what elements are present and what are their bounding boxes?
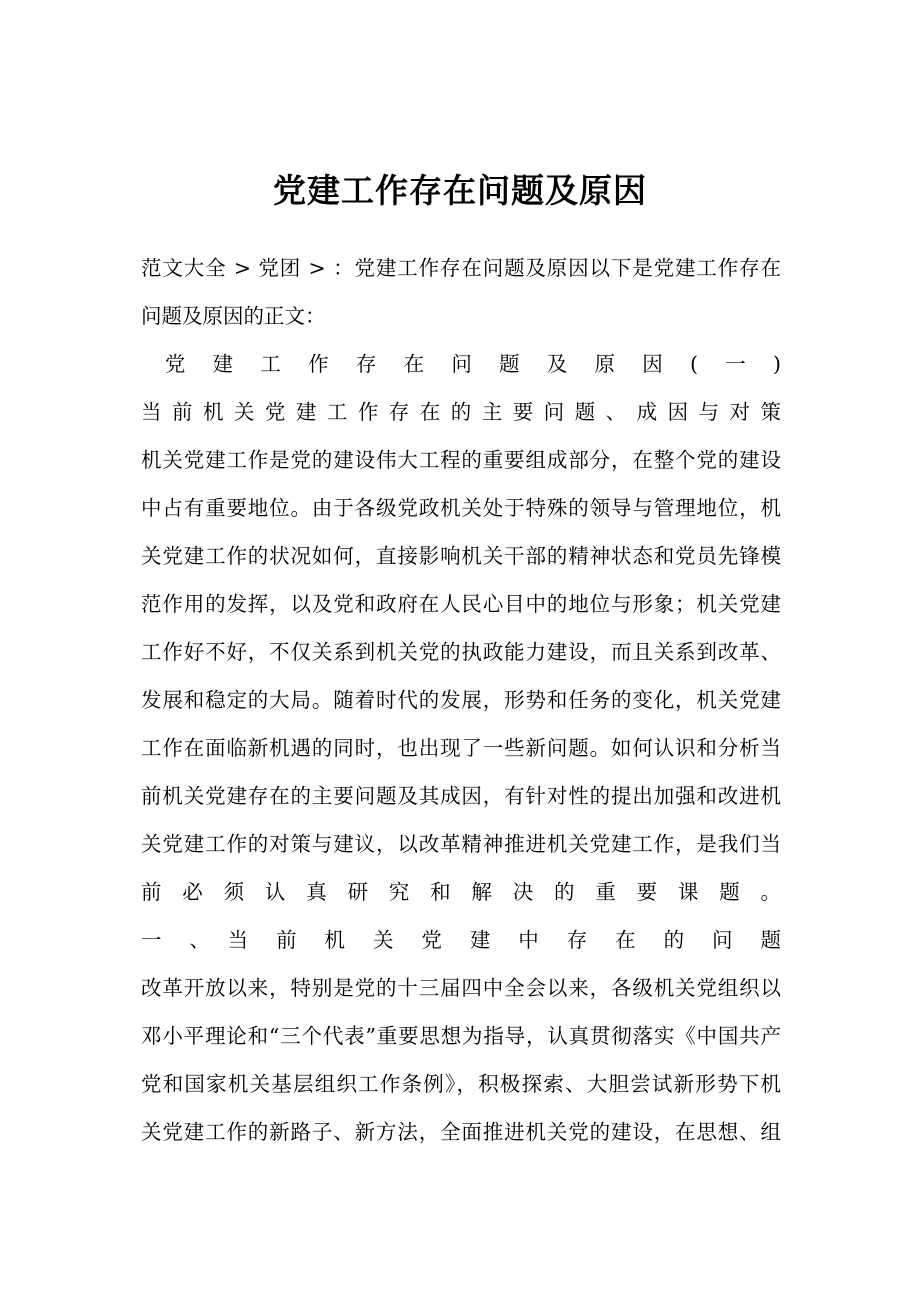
body-line: 党和国家机关基层组织工作条例》，积极探索、大胆尝试新形势下机	[141, 1072, 781, 1096]
body-line: 问题及原因的正文：	[141, 304, 326, 328]
body-line: 范作用的发挥，以及党和政府在人民心目中的地位与形象；机关党建	[141, 592, 781, 616]
body-line: 关党建工作的对策与建议，以改革精神推进机关党建工作，是我们当	[141, 832, 781, 856]
body-line: 范文大全 > 党团 > ：党建工作存在问题及原因以下是党建工作存在	[141, 256, 781, 280]
body-line: 当 前 机 关 党 建 工 作 存 在 的 主 要 问 题 、 成 因 与 对 策	[141, 400, 781, 424]
body-line: 中占有重要地位。由于各级党政机关处于特殊的领导与管理地位，机	[141, 496, 781, 520]
body-line: 党 建 工 作 存 在 问 题 及 原 因 ( 一 )	[141, 352, 781, 376]
body-line: 前机关党建存在的主要问题及其成因，有针对性的提出加强和改进机	[141, 784, 781, 808]
body-line: 改革开放以来，特别是党的十三届四中全会以来，各级机关党组织以	[141, 976, 781, 1000]
document-body	[141, 244, 781, 1156]
document-title: 党建工作存在问题及原因	[273, 171, 647, 210]
body-line: 关党建工作的新路子、新方法，全面推进机关党的建设，在思想、组	[141, 1120, 781, 1144]
body-line: 邓小平理论和“三个代表”重要思想为指导，认真贯彻落实《中国共产	[141, 1024, 781, 1048]
body-line: 工作在面临新机遇的同时，也出现了一些新问题。如何认识和分析当	[141, 736, 781, 760]
body-line: 机关党建工作是党的建设伟大工程的重要组成部分，在整个党的建设	[141, 448, 781, 472]
body-line: 发展和稳定的大局。随着时代的发展，形势和任务的变化，机关党建	[141, 688, 781, 712]
body-line: 一 、 当 前 机 关 党 建 中 存 在 的 问 题	[141, 928, 781, 952]
body-line: 关党建工作的状况如何，直接影响机关干部的精神状态和党员先锋模	[141, 544, 781, 568]
body-line: 工作好不好，不仅关系到机关党的执政能力建设，而且关系到改革、	[141, 640, 781, 664]
body-line: 前 必 须 认 真 研 究 和 解 决 的 重 要 课 题 。	[141, 880, 781, 904]
